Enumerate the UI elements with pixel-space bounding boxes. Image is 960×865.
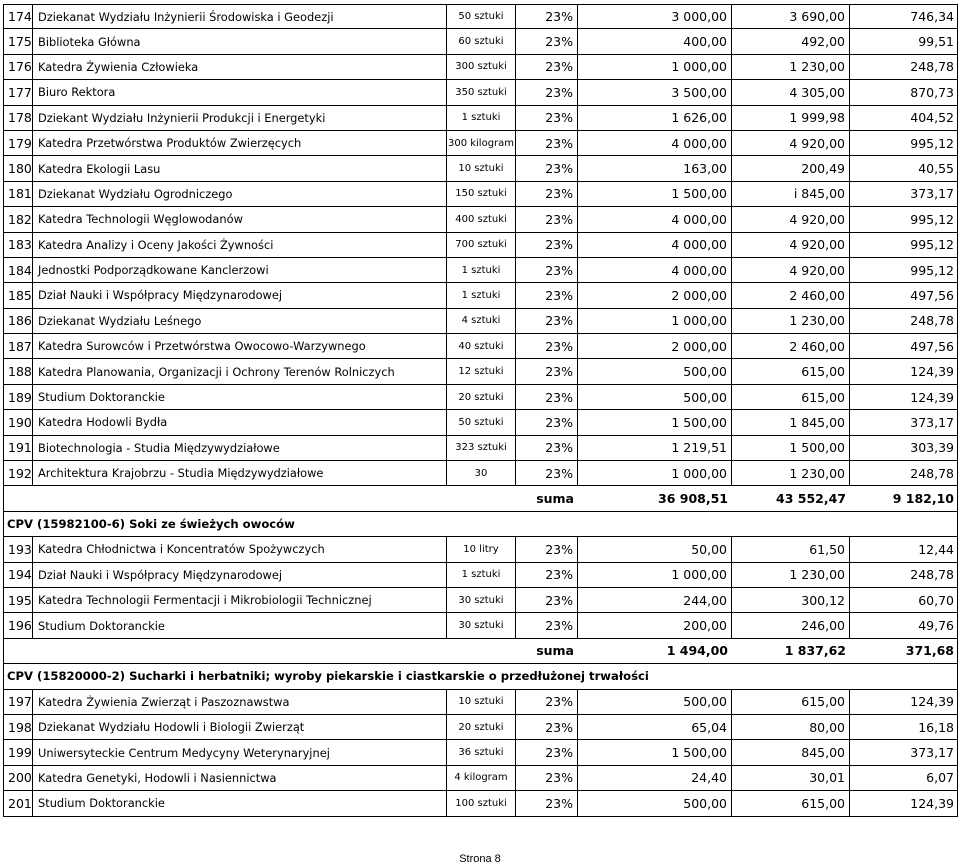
sum-row xyxy=(3,486,958,511)
sum-row xyxy=(3,639,958,664)
vat-rate: 23% xyxy=(516,385,578,409)
vat-rate: 23% xyxy=(516,334,578,358)
net-value: 1 000,00 xyxy=(578,55,732,79)
sum-net: 36 908,51 xyxy=(658,491,728,507)
unit-name: Jednostki Podporządkowane Kanclerzowi xyxy=(33,258,447,282)
row-number: 183 xyxy=(4,233,33,257)
row-number: 189 xyxy=(4,385,33,409)
table-row xyxy=(3,588,958,613)
unit-name: Katedra Genetyki, Hodowli i Nasiennictwa xyxy=(33,766,447,790)
unit-name: Dziekanat Wydziału Inżynierii Środowiska i Geodezji xyxy=(33,5,447,28)
net-value: 1 000,00 xyxy=(578,563,732,587)
row-number: 179 xyxy=(4,131,33,155)
tax-value: 60,70 xyxy=(918,592,954,608)
table-row xyxy=(3,4,958,29)
unit-name: Katedra Chłodnictwa i Koncentratów Spożywczych xyxy=(33,537,447,561)
gross-value: i 845,00 xyxy=(732,182,850,206)
gross-value: 2 460,00 xyxy=(732,283,850,307)
row-number: 191 xyxy=(4,436,33,460)
table-row xyxy=(3,207,958,232)
tax-value: 6,07 xyxy=(926,770,954,786)
unit-name: Katedra Planowania, Organizacji i Ochrony Terenów Rolniczych xyxy=(33,359,447,383)
gross-value: 1 845,00 xyxy=(732,410,850,434)
gross-value: 1 500,00 xyxy=(732,436,850,460)
gross-value: 200,49 xyxy=(732,156,850,180)
table-row xyxy=(3,156,958,181)
quantity: 350 sztuki xyxy=(447,80,516,104)
tax-value: 16,18 xyxy=(918,719,954,735)
quantity: 700 sztuki xyxy=(447,233,516,257)
table-row xyxy=(3,385,958,410)
tax-value: 995,12 xyxy=(910,262,954,278)
unit-name: Katedra Żywienia Człowieka xyxy=(33,55,447,79)
table-row xyxy=(3,106,958,131)
sum-gross: 1 837,62 xyxy=(784,643,846,659)
tax-value: 40,55 xyxy=(918,161,954,177)
net-value: 50,00 xyxy=(578,537,732,561)
net-value: 3 500,00 xyxy=(578,80,732,104)
cpv-heading: CPV (15982100-6) Soki ze świeżych owoców xyxy=(3,512,958,537)
tax-value: 497,56 xyxy=(910,338,954,354)
vat-rate: 23% xyxy=(516,207,578,231)
gross-value: 845,00 xyxy=(732,740,850,764)
unit-name: Dziekant Wydziału Inżynierii Produkcji i Energetyki xyxy=(33,106,447,130)
vat-rate: 23% xyxy=(516,359,578,383)
net-value: 1 000,00 xyxy=(578,461,732,485)
table-row xyxy=(3,791,958,816)
sum-label: suma xyxy=(536,643,574,659)
table-row xyxy=(3,334,958,359)
quantity: 20 sztuki xyxy=(447,715,516,739)
tax-value: 995,12 xyxy=(910,135,954,151)
row-number: 196 xyxy=(4,613,33,637)
vat-rate: 23% xyxy=(516,258,578,282)
tax-value: 124,39 xyxy=(910,795,954,811)
unit-name: Biblioteka Główna xyxy=(33,29,447,53)
quantity: 10 sztuki xyxy=(447,690,516,714)
unit-name: Katedra Surowców i Przetwórstwa Owocowo-Warzywnego xyxy=(33,334,447,358)
table-row xyxy=(3,182,958,207)
tax-value: 746,34 xyxy=(910,9,954,25)
gross-value: 492,00 xyxy=(732,29,850,53)
vat-rate: 23% xyxy=(516,5,578,28)
quantity: 4 kilogram xyxy=(447,766,516,790)
net-value: 4 000,00 xyxy=(578,233,732,257)
gross-value: 300,12 xyxy=(732,588,850,612)
gross-value: 1 230,00 xyxy=(732,55,850,79)
row-number: 177 xyxy=(4,80,33,104)
table-row xyxy=(3,563,958,588)
gross-value: 4 920,00 xyxy=(732,258,850,282)
quantity: 1 sztuki xyxy=(447,106,516,130)
unit-name: Katedra Przetwórstwa Produktów Zwierzęcych xyxy=(33,131,447,155)
quantity: 60 sztuki xyxy=(447,29,516,53)
quantity: 400 sztuki xyxy=(447,207,516,231)
vat-rate: 23% xyxy=(516,613,578,637)
net-value: 1 500,00 xyxy=(578,740,732,764)
quantity: 30 xyxy=(447,461,516,485)
quantity: 150 sztuki xyxy=(447,182,516,206)
row-number: 181 xyxy=(4,182,33,206)
row-number: 201 xyxy=(4,791,33,815)
gross-value: 4 305,00 xyxy=(732,80,850,104)
net-value: 4 000,00 xyxy=(578,131,732,155)
gross-value: 4 920,00 xyxy=(732,207,850,231)
gross-value: 615,00 xyxy=(732,359,850,383)
vat-rate: 23% xyxy=(516,436,578,460)
row-number: 175 xyxy=(4,29,33,53)
quantity: 36 sztuki xyxy=(447,740,516,764)
unit-name: Katedra Technologii Węglowodanów xyxy=(33,207,447,231)
unit-name: Katedra Ekologii Lasu xyxy=(33,156,447,180)
gross-value: 1 230,00 xyxy=(732,461,850,485)
table-row xyxy=(3,29,958,54)
vat-rate: 23% xyxy=(516,131,578,155)
quantity: 323 sztuki xyxy=(447,436,516,460)
net-value: 500,00 xyxy=(578,385,732,409)
vat-rate: 23% xyxy=(516,715,578,739)
net-value: 1 626,00 xyxy=(578,106,732,130)
quantity: 1 sztuki xyxy=(447,563,516,587)
vat-rate: 23% xyxy=(516,182,578,206)
quantity: 4 sztuki xyxy=(447,309,516,333)
vat-rate: 23% xyxy=(516,740,578,764)
net-value: 1 500,00 xyxy=(578,182,732,206)
gross-value: 2 460,00 xyxy=(732,334,850,358)
tax-value: 124,39 xyxy=(910,364,954,380)
net-value: 2 000,00 xyxy=(578,334,732,358)
table-row xyxy=(3,715,958,740)
tax-value: 995,12 xyxy=(910,211,954,227)
unit-name: Studium Doktoranckie xyxy=(33,613,447,637)
net-value: 400,00 xyxy=(578,29,732,53)
vat-rate: 23% xyxy=(516,29,578,53)
gross-value: 4 920,00 xyxy=(732,233,850,257)
tax-value: 373,17 xyxy=(910,186,954,202)
net-value: 1 219,51 xyxy=(578,436,732,460)
table-row xyxy=(3,613,958,638)
net-value: 244,00 xyxy=(578,588,732,612)
row-number: 187 xyxy=(4,334,33,358)
gross-value: 3 690,00 xyxy=(732,5,850,28)
tax-value: 404,52 xyxy=(910,110,954,126)
net-value: 2 000,00 xyxy=(578,283,732,307)
gross-value: 80,00 xyxy=(732,715,850,739)
row-number: 194 xyxy=(4,563,33,587)
vat-rate: 23% xyxy=(516,461,578,485)
unit-name: Katedra Technologii Fermentacji i Mikrobiologii Technicznej xyxy=(33,588,447,612)
table-row xyxy=(3,233,958,258)
table-row xyxy=(3,766,958,791)
unit-name: Biotechnologia - Studia Międzywydziałowe xyxy=(33,436,447,460)
vat-rate: 23% xyxy=(516,791,578,815)
gross-value: 1 230,00 xyxy=(732,563,850,587)
row-number: 176 xyxy=(4,55,33,79)
vat-rate: 23% xyxy=(516,106,578,130)
net-value: 1 000,00 xyxy=(578,309,732,333)
net-value: 1 500,00 xyxy=(578,410,732,434)
quantity: 20 sztuki xyxy=(447,385,516,409)
table-row xyxy=(3,359,958,384)
row-number: 195 xyxy=(4,588,33,612)
vat-rate: 23% xyxy=(516,156,578,180)
unit-name: Dział Nauki i Współpracy Międzynarodowej xyxy=(33,563,447,587)
tax-value: 248,78 xyxy=(910,59,954,75)
gross-value: 30,01 xyxy=(732,766,850,790)
quantity: 1 sztuki xyxy=(447,258,516,282)
unit-name: Studium Doktoranckie xyxy=(33,385,447,409)
tax-value: 303,39 xyxy=(910,440,954,456)
unit-name: Studium Doktoranckie xyxy=(33,791,447,815)
row-number: 198 xyxy=(4,715,33,739)
vat-rate: 23% xyxy=(516,55,578,79)
tax-value: 497,56 xyxy=(910,287,954,303)
quantity: 12 sztuki xyxy=(447,359,516,383)
vat-rate: 23% xyxy=(516,537,578,561)
row-number: 185 xyxy=(4,283,33,307)
row-number: 193 xyxy=(4,537,33,561)
tax-value: 99,51 xyxy=(918,34,954,50)
unit-name: Dziekanat Wydziału Hodowli i Biologii Zwierząt xyxy=(33,715,447,739)
table-row xyxy=(3,80,958,105)
tax-value: 870,73 xyxy=(910,84,954,100)
tax-value: 373,17 xyxy=(910,745,954,761)
quantity: 300 sztuki xyxy=(447,55,516,79)
table-row xyxy=(3,740,958,765)
tax-value: 248,78 xyxy=(910,567,954,583)
net-value: 65,04 xyxy=(578,715,732,739)
vat-rate: 23% xyxy=(516,588,578,612)
quantity: 10 sztuki xyxy=(447,156,516,180)
net-value: 500,00 xyxy=(578,690,732,714)
tax-value: 373,17 xyxy=(910,414,954,430)
table-row xyxy=(3,131,958,156)
gross-value: 615,00 xyxy=(732,690,850,714)
net-value: 500,00 xyxy=(578,791,732,815)
unit-name: Katedra Hodowli Bydła xyxy=(33,410,447,434)
sum-gross: 43 552,47 xyxy=(776,491,846,507)
unit-name: Dziekanat Wydziału Ogrodniczego xyxy=(33,182,447,206)
sum-label: suma xyxy=(536,491,574,507)
quantity: 1 sztuki xyxy=(447,283,516,307)
quantity: 50 sztuki xyxy=(447,5,516,28)
tax-value: 12,44 xyxy=(918,541,954,557)
table-row xyxy=(3,537,958,562)
tax-value: 248,78 xyxy=(910,313,954,329)
vat-rate: 23% xyxy=(516,309,578,333)
unit-name: Biuro Rektora xyxy=(33,80,447,104)
gross-value: 61,50 xyxy=(732,537,850,561)
sum-net: 1 494,00 xyxy=(666,643,728,659)
quantity: 50 sztuki xyxy=(447,410,516,434)
table-row xyxy=(3,283,958,308)
vat-rate: 23% xyxy=(516,410,578,434)
unit-name: Katedra Żywienia Zwierząt i Paszoznawstwa xyxy=(33,690,447,714)
cpv-heading: CPV (15820000-2) Sucharki i herbatniki; wyroby piekarskie i ciastkarskie o przedłużonej trwałości xyxy=(3,664,958,689)
sum-tax: 9 182,10 xyxy=(892,491,954,507)
page-number: Strona 8 xyxy=(459,853,501,865)
row-number: 178 xyxy=(4,106,33,130)
vat-rate: 23% xyxy=(516,766,578,790)
tax-value: 124,39 xyxy=(910,694,954,710)
net-value: 24,40 xyxy=(578,766,732,790)
unit-name: Katedra Analizy i Oceny Jakości Żywności xyxy=(33,233,447,257)
gross-value: 1 999,98 xyxy=(732,106,850,130)
document-table xyxy=(3,4,958,817)
table-row xyxy=(3,690,958,715)
row-number: 186 xyxy=(4,309,33,333)
vat-rate: 23% xyxy=(516,283,578,307)
row-number: 197 xyxy=(4,690,33,714)
net-value: 3 000,00 xyxy=(578,5,732,28)
unit-name: Dział Nauki i Współpracy Międzynarodowej xyxy=(33,283,447,307)
table-row xyxy=(3,309,958,334)
unit-name: Architektura Krajobrzu - Studia Międzywydziałowe xyxy=(33,461,447,485)
quantity: 10 litry xyxy=(447,537,516,561)
gross-value: 615,00 xyxy=(732,385,850,409)
row-number: 174 xyxy=(4,5,33,28)
gross-value: 4 920,00 xyxy=(732,131,850,155)
gross-value: 615,00 xyxy=(732,791,850,815)
net-value: 500,00 xyxy=(578,359,732,383)
sum-tax: 371,68 xyxy=(905,643,954,659)
quantity: 100 sztuki xyxy=(447,791,516,815)
quantity: 30 sztuki xyxy=(447,588,516,612)
vat-rate: 23% xyxy=(516,233,578,257)
tax-value: 124,39 xyxy=(910,389,954,405)
row-number: 182 xyxy=(4,207,33,231)
table-row xyxy=(3,410,958,435)
unit-name: Uniwersyteckie Centrum Medycyny Weterynaryjnej xyxy=(33,740,447,764)
table-row xyxy=(3,436,958,461)
table-row xyxy=(3,258,958,283)
net-value: 4 000,00 xyxy=(578,207,732,231)
row-number: 199 xyxy=(4,740,33,764)
tax-value: 995,12 xyxy=(910,237,954,253)
row-number: 200 xyxy=(4,766,33,790)
vat-rate: 23% xyxy=(516,80,578,104)
row-number: 192 xyxy=(4,461,33,485)
tax-value: 49,76 xyxy=(918,618,954,634)
quantity: 40 sztuki xyxy=(447,334,516,358)
net-value: 4 000,00 xyxy=(578,258,732,282)
quantity: 300 kilogram xyxy=(447,131,516,155)
gross-value: 246,00 xyxy=(732,613,850,637)
net-value: 200,00 xyxy=(578,613,732,637)
quantity: 30 sztuki xyxy=(447,613,516,637)
row-number: 190 xyxy=(4,410,33,434)
row-number: 180 xyxy=(4,156,33,180)
gross-value: 1 230,00 xyxy=(732,309,850,333)
table-row xyxy=(3,461,958,486)
row-number: 188 xyxy=(4,359,33,383)
tax-value: 248,78 xyxy=(910,465,954,481)
vat-rate: 23% xyxy=(516,563,578,587)
table-row xyxy=(3,55,958,80)
unit-name: Dziekanat Wydziału Leśnego xyxy=(33,309,447,333)
vat-rate: 23% xyxy=(516,690,578,714)
row-number: 184 xyxy=(4,258,33,282)
net-value: 163,00 xyxy=(578,156,732,180)
